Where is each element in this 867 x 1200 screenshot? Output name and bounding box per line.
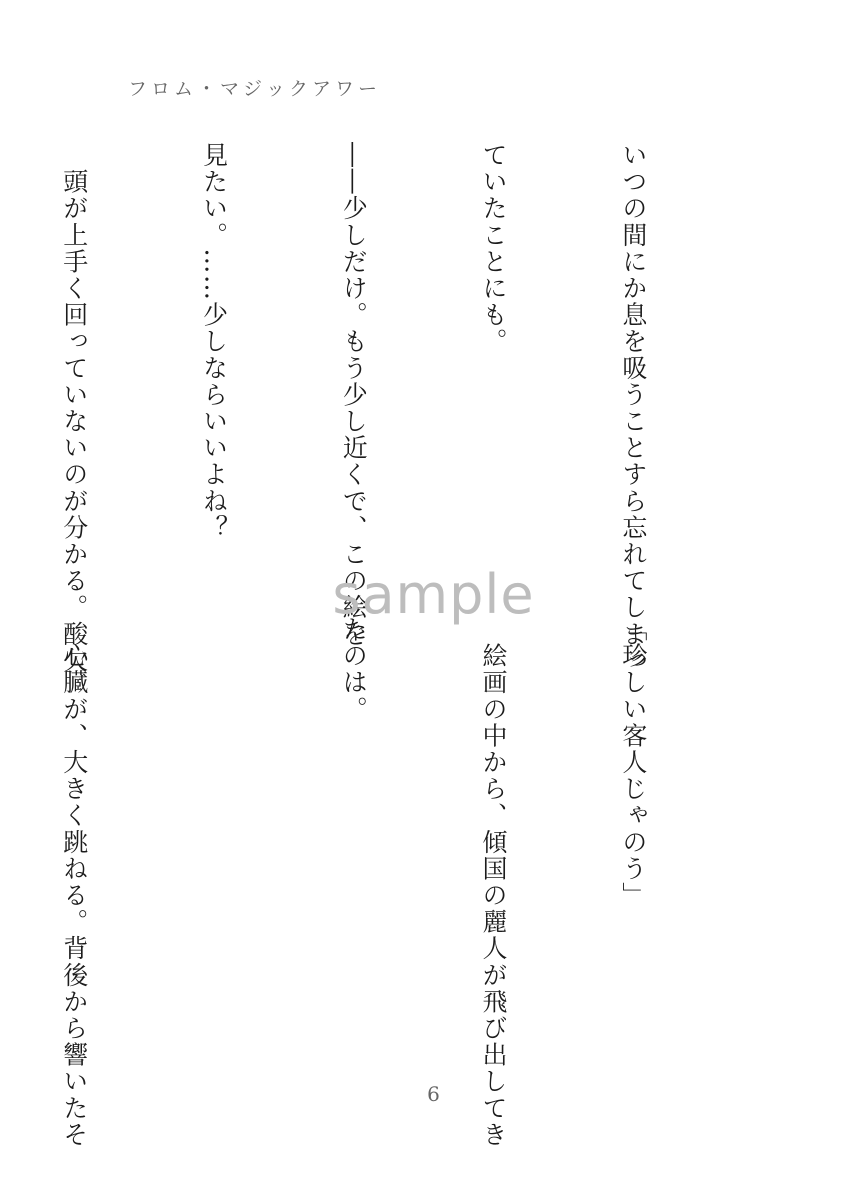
sample-watermark: sample [332, 563, 535, 626]
text-line: ていたことにも。 [479, 142, 509, 355]
text-line: いつの間にか息を吸うことすら忘れてしまっ [618, 142, 648, 674]
running-header: フロム・マジックアワー [128, 78, 382, 100]
text-line: 「珍しい客人じゃのう」 [618, 616, 648, 909]
text-block-bottom [0, 616, 749, 1148]
text-line: 絵画の中から、傾国の麗人が飛び出してき [479, 616, 509, 1148]
text-line: たのは。 [339, 616, 369, 723]
text-line: 見たい。……少しならいいよね？ [199, 142, 229, 541]
page-number: 6 [427, 1082, 440, 1106]
text-line: ――少しだけ。もう少し近くで、この絵を [339, 142, 369, 648]
text-line: 頭が上手く回っていないのが分かる。酸欠 [59, 142, 89, 674]
text-line [190, 616, 237, 1066]
text-line: 心臓が、大きく跳ねる。背後から響いたそ [59, 616, 89, 1148]
